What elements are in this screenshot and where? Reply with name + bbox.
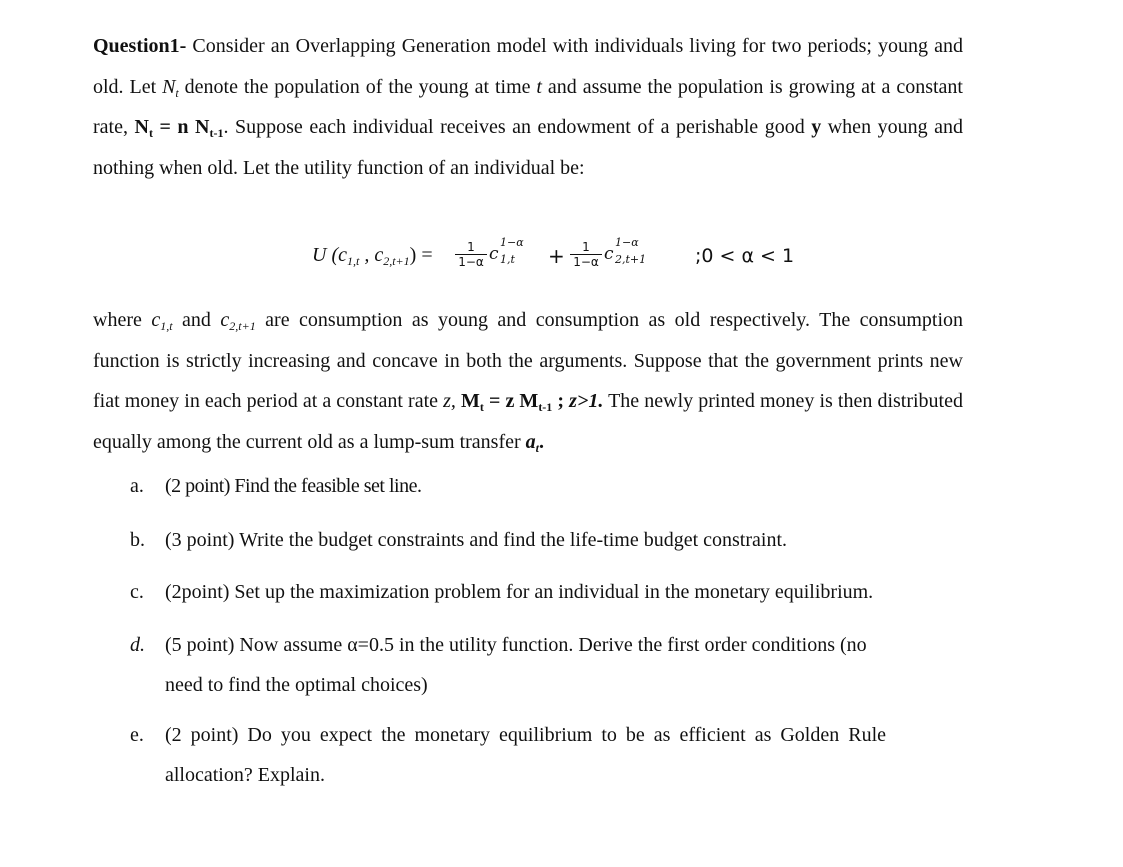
lump-sum-transfer-symbol: $a_t$ — [525, 430, 539, 455]
intro-text-4: . Suppose each individual receives an endowment of a perishable good — [223, 116, 812, 138]
intro-text-1: Consider an Overlapping Generation model with individuals living for two periods; young and old. Let — [93, 35, 963, 98]
question-body — [93, 300, 963, 462]
utility-plus: + — [548, 244, 565, 268]
intro-text-2: denote the population of the young at time — [178, 75, 537, 98]
consumption-young-symbol: $c_{1,t}$ — [151, 309, 173, 333]
question-intro-paragraph — [93, 26, 963, 188]
utility-fraction-2: 1 1−α — [570, 240, 602, 269]
money-supply-equation: $M_t = z$ $M_{t-1}$ ; z>1. — [461, 390, 604, 414]
question-document — [93, 26, 963, 188]
population-symbol: $N_t$ — [162, 75, 179, 100]
utility-fraction-1: 1 1−α — [455, 240, 487, 269]
money-growth-rate: z, — [443, 390, 456, 412]
intro-text-5: when young and nothing when old. Let the utility function of an individual be: — [93, 116, 963, 179]
question-label: Question1- — [93, 35, 187, 57]
intro-text-3: and assume the population is growing at a constant rate, — [93, 75, 963, 138]
money-paragraph: where $c_{1,t}$ and $c_{2,t+1}$ are consumption as young and consumption as old respectively. The consumption function is strictly increasing and concave in both the arguments. Suppose that the government prints new fiat money in each period at a constant rate z, $M_t = z$ $M_{t-1}$ ; z>1. The newly printed money is then distributed equally among the current old as a lump-sum transfer $a_t$. — [93, 309, 963, 455]
utility-term-old: c 1−α 2,t+1 — [604, 236, 647, 266]
alpha-condition: ;0 < α < 1 — [695, 245, 795, 267]
time-symbol: t — [536, 75, 542, 98]
utility-lhs: U ($c_{1,t}$ , $c_{2,t+1}$) = — [312, 244, 433, 268]
utility-term-young: c 1−α 1,t — [489, 236, 524, 266]
endowment-symbol: y — [811, 116, 822, 138]
population-growth-equation: $N_t = n$ $N_{t-1}$ — [134, 116, 224, 140]
consumption-old-symbol: $c_{2,t+1}$ — [220, 309, 256, 333]
